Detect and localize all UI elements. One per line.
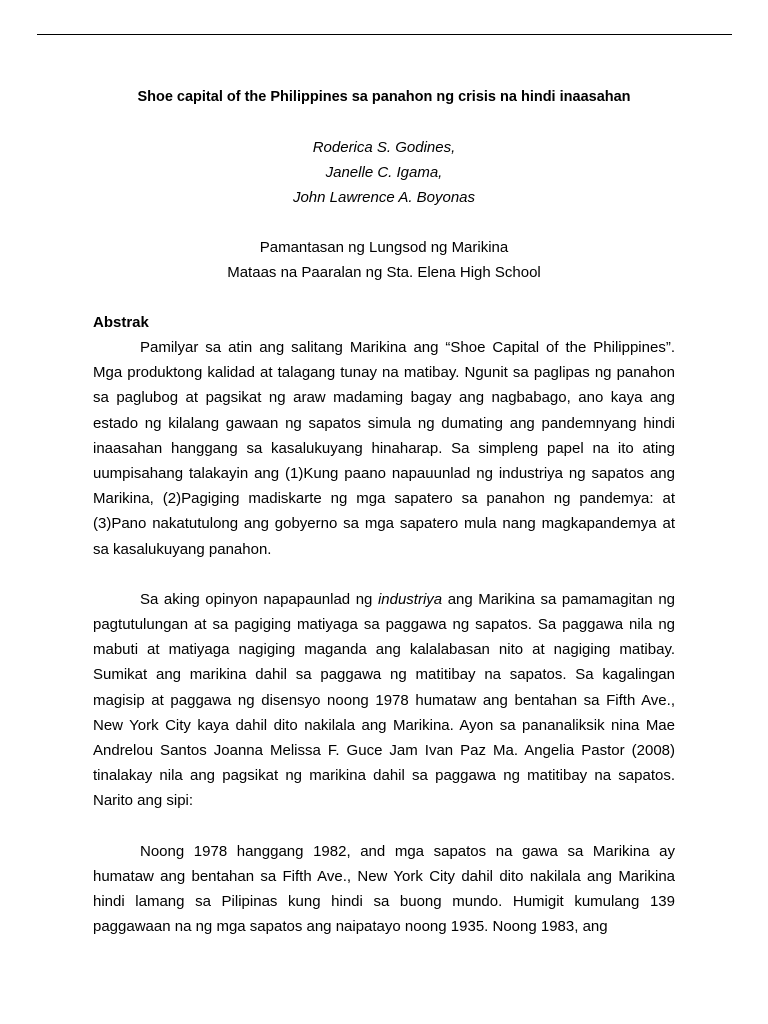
abstract-paragraph: Pamilyar sa atin ang salitang Marikina ang “Shoe Capital of the Philippines”. Mga produktong kalidad at talagang tunay na matibay. Ngunit sa paglipas ng panahon sa paglubog at pagsikat ng araw madaming bagay ang nagbabago, ano kaya ang estado ng kilalang gawaan ng sapatos simula ng dumating ang pandemnyang hindi inaasahan hanggang sa kasalukuyang hinaharap. Sa simpleng papel na ito ating uumpisahang talakayin ang (1)Kung paano napauunlad ng industriya ng sapatos ang Marikina, (2)Pagiging madiskarte ng mga sapatero sa panahon ng pandemya: at (3)Pano nakatutulong ang gobyerno sa mga sapatero mula nang magkapandemya at sa kasalukuyang panahon.: [93, 339, 675, 558]
paragraph-text: Sa aking opinyon napapaunlad ng: [140, 590, 378, 608]
affiliation: Mataas na Paaralan ng Sta. Elena High School: [227, 264, 541, 281]
paragraph-gap: [93, 814, 675, 839]
author-list: [93, 135, 675, 210]
header-rule: [37, 34, 732, 35]
author-name: John Lawrence A. Boyonas: [292, 189, 476, 206]
author-name: Roderica S. Godines,: [312, 139, 456, 156]
paper-title: Shoe capital of the Philippines sa panahon ng crisis na hindi inaasahan: [137, 89, 631, 105]
paragraph-text: ang Marikina sa pamamagitan ng pagtutulungan at sa pagiging matiyaga sa paggawa ng sapatos. Sa paggawa nila ng mabuti at matiyaga nagiging maganda ang kalalabasan nito at nagiging matibay. Sumikat ang marikina dahil sa paggawa ng matitibay na sapatos. Sa kagalingan magisip at paggawa ng disensyo noong 1978 humataw ang bentahan sa Fifth Ave., New York City kaya dahil dito nakilala ang Marikina. Ayon sa pananaliksik nina Mae Andrelou Santos Joanna Melissa F. Guce Jam Ivan Paz Ma. Angelia Pastor (2008) tinalakay nila ang pagsikat ng marikina dahil sa paggawa ng matitibay na sapatos. Narito ang sipi:: [93, 590, 675, 810]
quoted-paragraph: Noong 1978 hanggang 1982, and mga sapatos na gawa sa Marikina ay humataw ang bentahan sa Fifth Ave., New York City dahil dito nakilala ang Marikina hindi lamang sa Pilipinas kung hindi sa buong mundo. Humigit kumulang 139 paggawaan na ng mga sapatos ang naipatayo noong 1935. Noong 1983, ang: [93, 842, 675, 936]
affiliation-list: [93, 235, 675, 285]
affiliation: Pamantasan ng Lungsod ng Marikina: [259, 239, 509, 256]
document-page: [93, 85, 675, 939]
italic-term: industriya: [377, 590, 443, 608]
paragraph-gap: [93, 562, 675, 587]
author-name: Janelle C. Igama,: [325, 164, 443, 181]
abstract-heading: Abstrak: [93, 314, 149, 331]
body-paragraph: [93, 587, 675, 814]
